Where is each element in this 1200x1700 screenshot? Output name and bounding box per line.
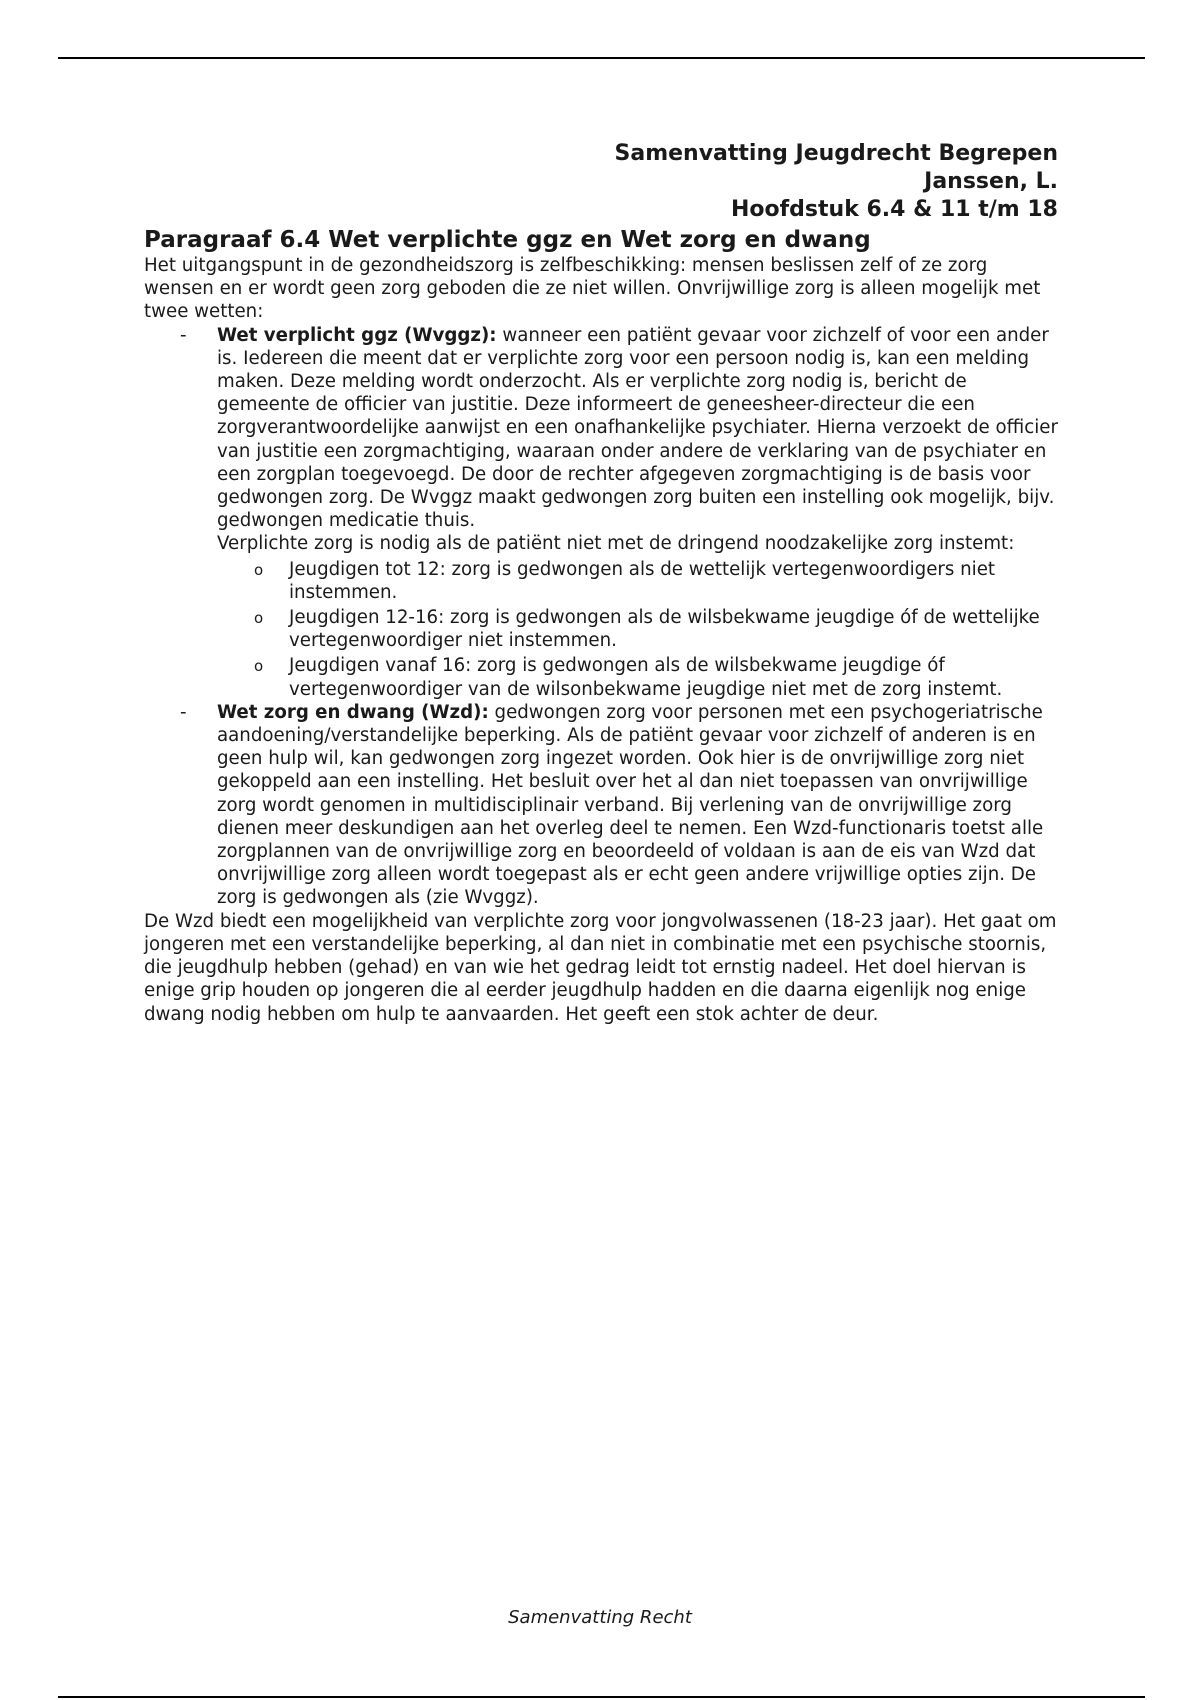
text-wvggz-conditions: Verplichte zorg is nodig als de patiënt niet met de dringend noodzakelijke zorg instemt: [217,533,1015,555]
closing-paragraph: De Wzd biedt een mogelijkheid van verplichte zorg voor jongvolwassenen (18-23 jaar). Het gaat om jongeren met een verstandelijke beperking, al dan niet in combinatie met een psychische stoornis, die jeugdhulp hebben (gehad) en van wie het gedrag leidt tot ernstig nadeel. Het doel hiervan is enige grip houden op jongeren die al eerder jeugdhulp hadden en die daarna eigenlijk nog enige dwang nodig hebben om hulp te aanvaarden. Het geeft een stok achter de deur. [144,910,1057,1025]
circle-bullet: o [254,560,264,579]
sublist-item: o Jeugdigen vanaf 16: zorg is gedwongen als de wilsbekwame jeugdige óf vertegenwoordiger van de wilsonbekwame jeugdige niet met de zorg instemt. [254,655,1003,700]
list-item-wvggz [144,324,1058,701]
list-item-wzd [144,701,1058,910]
term-wvggz: Wet verplicht ggz (Wvggz): [217,324,497,346]
term-wzd: Wet zorg en dwang (Wzd): [217,701,489,723]
document-title: Samenvatting Jeugdrecht Begrepen [614,141,1058,166]
circle-bullet: o [254,657,264,676]
dash-bullet: - [180,324,187,346]
document-chapters: Hoofdstuk 6.4 & 11 t/m 18 [730,197,1058,222]
dash-bullet: - [180,701,187,723]
sublist-item: o Jeugdigen tot 12: zorg is gedwongen als de wettelijk vertegenwoordigers niet instemmen. [254,558,996,603]
sublist-item: o Jeugdigen 12-16: zorg is gedwongen als de wilsbekwame jeugdige óf de wettelijke vertegenwoordiger niet instemmen. [254,607,1040,652]
document-author: Janssen, L. [924,169,1058,194]
circle-bullet: o [254,609,264,628]
text-wvggz: wanneer een patiënt gevaar voor zichzelf of voor een ander is. Iedereen die meent dat er verplichte zorg voor een persoon nodig is, kan een melding maken. Deze melding wordt onderzocht. Als er verplichte zorg nodig is, bericht de gemeente de officier van justitie. Deze informeert de geneesheer-directeur die een zorgverantwoordelijke aanwijst en een onafhankelijke psychiater. Hierna verzoekt de officier van justitie een zorgmachtiging, waaraan onder andere de verklaring van de psychiater en een zorgplan toegevoegd. De door de rechter afgegeven zorgmachtiging is de basis voor gedwongen zorg. De Wvggz maakt gedwongen zorg buiten een instelling ook mogelijk, bijv. gedwongen medicatie thuis. [217,324,1058,532]
page-footer: Samenvatting Recht [508,1607,692,1628]
section-heading: Paragraaf 6.4 Wet verplichte ggz en Wet zorg en dwang [144,227,871,253]
intro-paragraph: Het uitgangspunt in de gezondheidszorg is zelfbeschikking: mensen beslissen zelf of ze zorg wensen en er wordt geen zorg geboden die ze niet willen. Onvrijwillige zorg is alleen mogelijk met twee wetten: [144,255,1041,323]
age-sublist [217,558,1058,701]
footer-rule [58,1696,1145,1698]
header-rule [58,57,1145,59]
page-content [144,140,1058,1026]
text-wzd: gedwongen zorg voor personen met een psychogeriatrische aandoening/verstandelijke beperking. Als de patiënt gevaar voor zichzelf of anderen is en geen hulp wil, kan gedwongen zorg ingezet worden. Ook hier is de onvrijwillige zorg niet gekoppeld aan een instelling. Het besluit over het al dan niet toepassen van onvrijwillige zorg wordt genomen in multidisciplinair verband. Bij verlening van de onvrijwillige zorg dienen meer deskundigen aan het overleg deel te nemen. Een Wzd-functionaris toetst alle zorgplannen van de onvrijwillige zorg en beoordeeld of voldaan is aan de eis van Wzd dat onvrijwillige zorg alleen wordt toegepast als er echt geen andere vrijwillige opties zijn. De zorg is gedwongen als (zie Wvggz). [217,701,1044,909]
